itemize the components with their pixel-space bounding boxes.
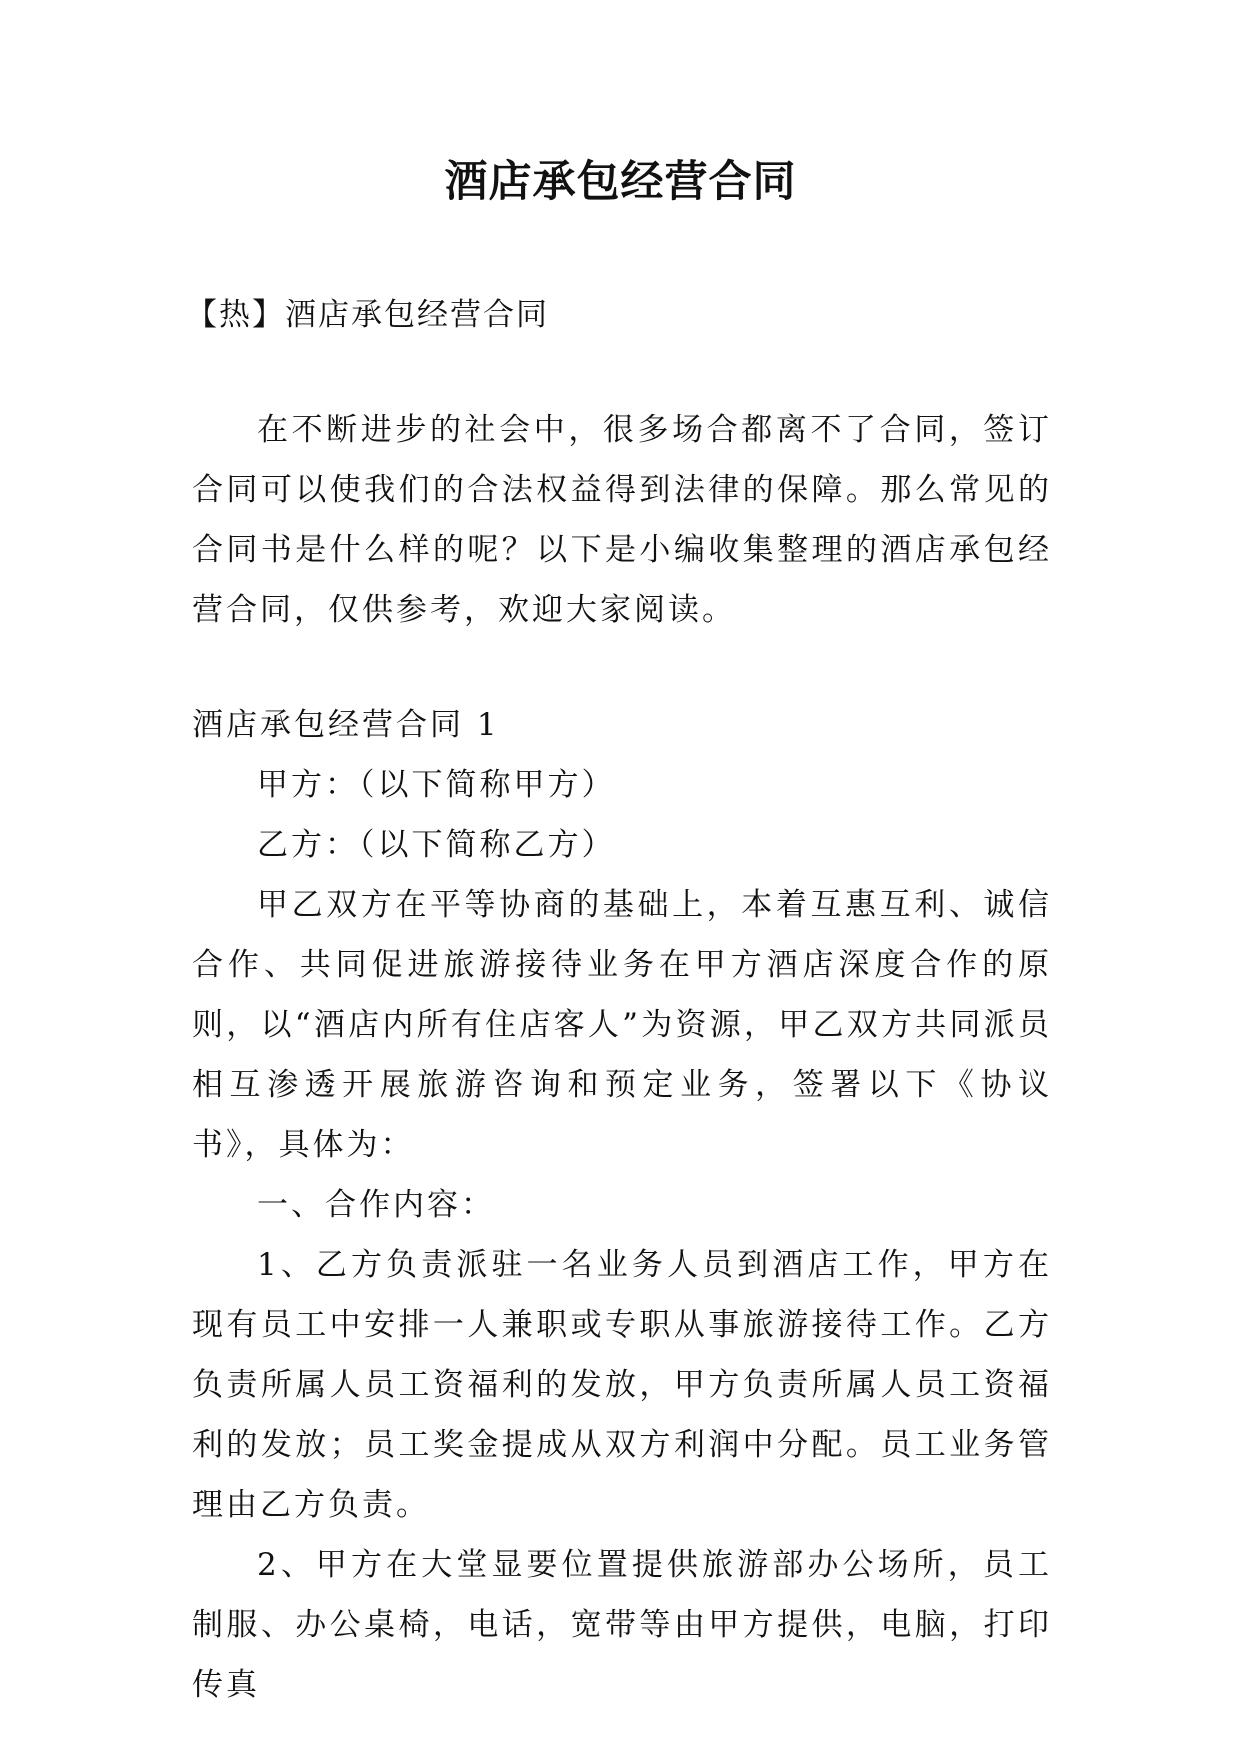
section-title: 酒店承包经营合同 1 [192, 707, 500, 743]
clause-1: 1、乙方负责派驻一名业务人员到酒店工作，甲方在现有员工中安排一人兼职或专职从事旅游接待工作。乙方负责所属人员工资福利的发放，甲方负责所属人员工资福利的发放；员工奖金提成从双方利润中分配。员工业务管理由乙方负责。 [192, 1247, 1052, 1523]
intro-paragraph: 在不断进步的社会中，很多场合都离不了合同，签订合同可以使我们的合法权益得到法律的保障。那么常见的合同书是什么样的呢？以下是小编收集整理的酒店承包经营合同，仅供参考，欢迎大家阅读。 [192, 412, 1052, 628]
document-subtitle: 【热】酒店承包经营合同 [186, 297, 549, 333]
contract-section [192, 695, 1052, 1715]
clause-2: 2、甲方在大堂显要位置提供旅游部办公场所，员工制服、办公桌椅，电话，宽带等由甲方提供，电脑，打印传真 [192, 1547, 1052, 1703]
party-b-line: 乙方：（以下简称乙方） [257, 827, 616, 863]
heading-cooperation-content: 一、合作内容： [257, 1187, 495, 1223]
cooperation-paragraph: 甲乙双方在平等协商的基础上，本着互惠互利、诚信合作、共同促进旅游接待业务在甲方酒店深度合作的原则，以“酒店内所有住店客人”为资源，甲乙双方共同派员相互渗透开展旅游咨询和预定业务，签署以下《协议书》，具体为： [192, 887, 1052, 1163]
document-title: 酒店承包经营合同 [444, 157, 797, 207]
party-a-line: 甲方：（以下简称甲方） [257, 767, 616, 803]
